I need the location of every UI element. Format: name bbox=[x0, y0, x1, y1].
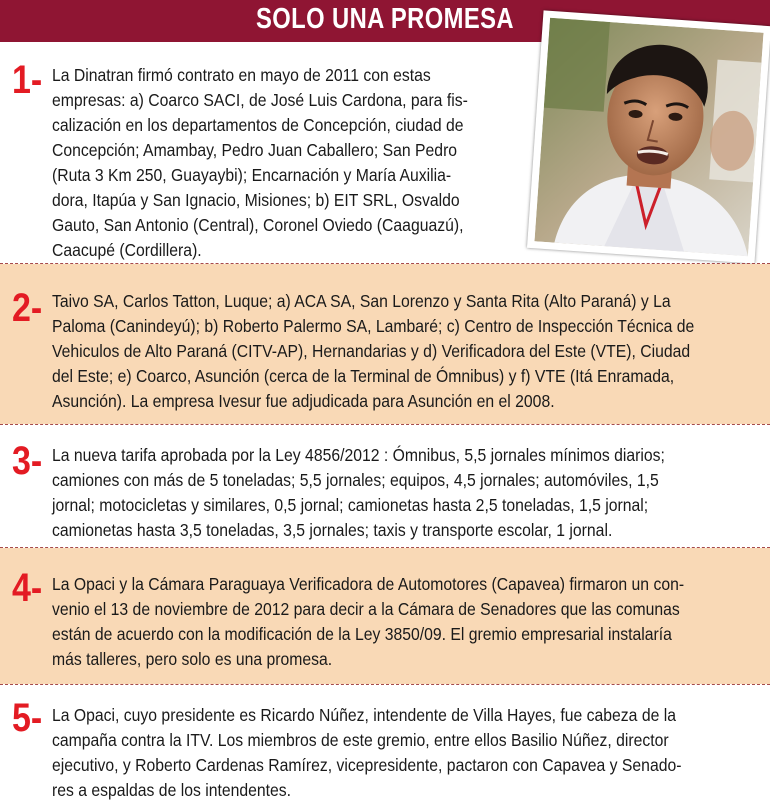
item-3-line: La nueva tarifa aprobada por la Ley 4856/2012 : Ómnibus, 5,5 jornales mínimos diarios; bbox=[52, 445, 665, 465]
page-title: SOLO UNA PROMESA bbox=[255, 3, 515, 35]
item-number-5: 5- bbox=[12, 696, 43, 740]
item-text-2 bbox=[52, 289, 694, 414]
item-text-5 bbox=[52, 703, 681, 803]
item-4-line: están de acuerdo con la modificación de la Ley 3850/09. El gremio empresarial instalaría bbox=[52, 624, 672, 644]
item-number-4: 4- bbox=[12, 566, 43, 610]
item-1-line: Concepción; Amambay, Pedro Juan Caballero; San Pedro bbox=[52, 140, 458, 160]
item-text-4 bbox=[52, 572, 684, 672]
item-number-2: 2- bbox=[12, 286, 43, 330]
person-photo bbox=[527, 10, 770, 263]
item-text-1 bbox=[52, 63, 468, 263]
item-5-line: campaña contra la ITV. Los miembros de este gremio, entre ellos Basilio Núñez, director bbox=[52, 730, 669, 750]
item-1-line: (Ruta 3 Km 250, Guayaybi); Encarnación y María Auxilia- bbox=[52, 165, 452, 185]
item-number-3: 3- bbox=[12, 439, 43, 483]
item-4-line: más talleres, pero solo es una promesa. bbox=[52, 649, 333, 669]
item-1-line: dora, Itapúa y San Ignacio, Misiones; b) EIT SRL, Osvaldo bbox=[52, 190, 460, 210]
item-2-line: Taivo SA, Carlos Tatton, Luque; a) ACA SA, San Lorenzo y Santa Rita (Alto Paraná) y La bbox=[52, 291, 671, 311]
item-1-line: Gauto, San Antonio (Central), Coronel Oviedo (Caaguazú), bbox=[52, 215, 464, 235]
item-1-line: calización en los departamentos de Concepción, ciudad de bbox=[52, 115, 464, 135]
item-2-line: Paloma (Canindeyú); b) Roberto Palermo SA, Lambaré; c) Centro de Inspección Técnica de bbox=[52, 316, 695, 336]
item-3-line: camionetas hasta 3,5 toneladas, 3,5 jornales; taxis y transporte escolar, 1 jornal. bbox=[52, 520, 613, 540]
item-4-line: venio el 13 de noviembre de 2012 para decir a la Cámara de Senadores que las comunas bbox=[52, 599, 680, 619]
item-5-line: La Opaci, cuyo presidente es Ricardo Núñez, intendente de Villa Hayes, fue cabeza de la bbox=[52, 705, 676, 725]
item-4-line: La Opaci y la Cámara Paraguaya Verificadora de Automotores (Capavea) firmaron un con- bbox=[52, 574, 685, 594]
item-1-line: La Dinatran firmó contrato en mayo de 2011 con estas bbox=[52, 65, 431, 85]
item-1-line: Caacupé (Cordillera). bbox=[52, 240, 202, 260]
item-number-1: 1- bbox=[12, 58, 43, 102]
item-text-3 bbox=[52, 443, 665, 543]
item-5-line: res a espaldas de los intendentes. bbox=[52, 780, 292, 800]
person-photo-image bbox=[534, 18, 763, 256]
item-3-line: jornal; motocicletas y similares, 0,5 jornal; camionetas hasta 2,5 toneladas, 1,5 jornal; bbox=[52, 495, 649, 515]
item-2-line: del Este; e) Coarco, Asunción (cerca de la Terminal de Ómnibus) y f) VTE (Itá Enramada, bbox=[52, 366, 675, 386]
item-5-line: ejecutivo, y Roberto Cardenas Ramírez, vicepresidente, pactaron con Capavea y Senado- bbox=[52, 755, 682, 775]
item-1-line: empresas: a) Coarco SACI, de José Luis Cardona, para fis- bbox=[52, 90, 468, 110]
item-3-line: camiones con más de 5 toneladas; 5,5 jornales; equipos, 4,5 jornales; automóviles, 1,5 bbox=[52, 470, 659, 490]
item-2-line: Asunción). La empresa Ivesur fue adjudicada para Asunción en el 2008. bbox=[52, 391, 555, 411]
item-2-line: Vehiculos de Alto Paraná (CITV-AP), Hernandarias y d) Verificadora del Este (VTE), Ciudad bbox=[52, 341, 691, 361]
